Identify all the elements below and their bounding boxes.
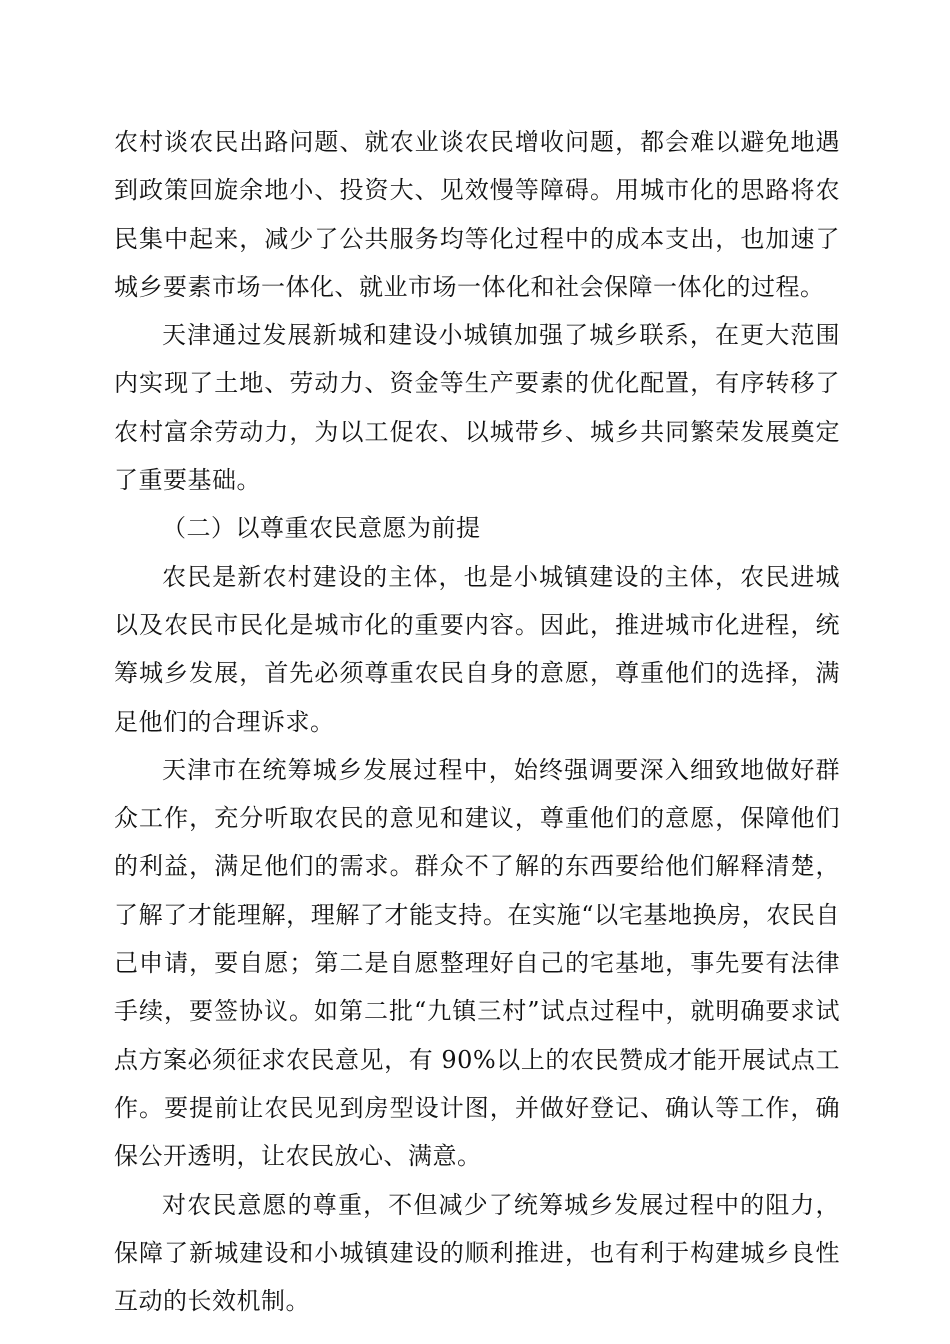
paragraph-tianjin-practice: 天津市在统筹城乡发展过程中，始终强调要深入细致地做好群众工作，充分听取农民的意见和建议，尊重他们的意愿，保障他们的利益，满足他们的需求。群众不了解的东西要给他们解释清楚，了解了才能理解，理解了才能支持。在实施“以宅基地换房，农民自己申请，要自愿；第二是自愿整理好自己的宅基地，事先要有法律手续，要签协议。如第二批“九镇三村”试点过程中，就明确要求试点方案必须征求农民意见，有 90%以上的农民赞成才能开展试点工作。要提前让农民见到房型设计图，并做好登记、确认等工作，确保公开透明，让农民放心、满意。 [114, 755, 840, 1171]
paragraph-tianjin-new-towns: 天津通过发展新城和建设小城镇加强了城乡联系，在更大范围内实现了土地、劳动力、资金等生产要素的优化配置，有序转移了农村富余劳动力，为以工促农、以城带乡、城乡共同繁荣发展奠定了重要基础。 [114, 321, 840, 495]
section-heading: （二）以尊重农民意愿为前提 [162, 514, 481, 543]
document-body [114, 118, 840, 1325]
paragraph-respect-conclusion: 对农民意愿的尊重，不但减少了统筹城乡发展过程中的阻力，保障了新城建设和小城镇建设的顺利推进，也有利于构建城乡良性互动的长效机制。 [114, 1190, 840, 1316]
paragraph-continuation: 农村谈农民出路问题、就农业谈农民增收问题，都会难以避免地遇到政策回旋余地小、投资大、见效慢等障碍。用城市化的思路将农民集中起来，减少了公共服务均等化过程中的成本支出，也加速了城乡要素市场一体化、就业市场一体化和社会保障一体化的过程。 [114, 128, 840, 301]
paragraph-farmers-subject: 农民是新农村建设的主体，也是小城镇建设的主体，农民进城以及农民市民化是城市化的重要内容。因此，推进城市化进程，统筹城乡发展，首先必须尊重农民自身的意愿，尊重他们的选择，满足他们的合理诉求。 [114, 562, 840, 736]
